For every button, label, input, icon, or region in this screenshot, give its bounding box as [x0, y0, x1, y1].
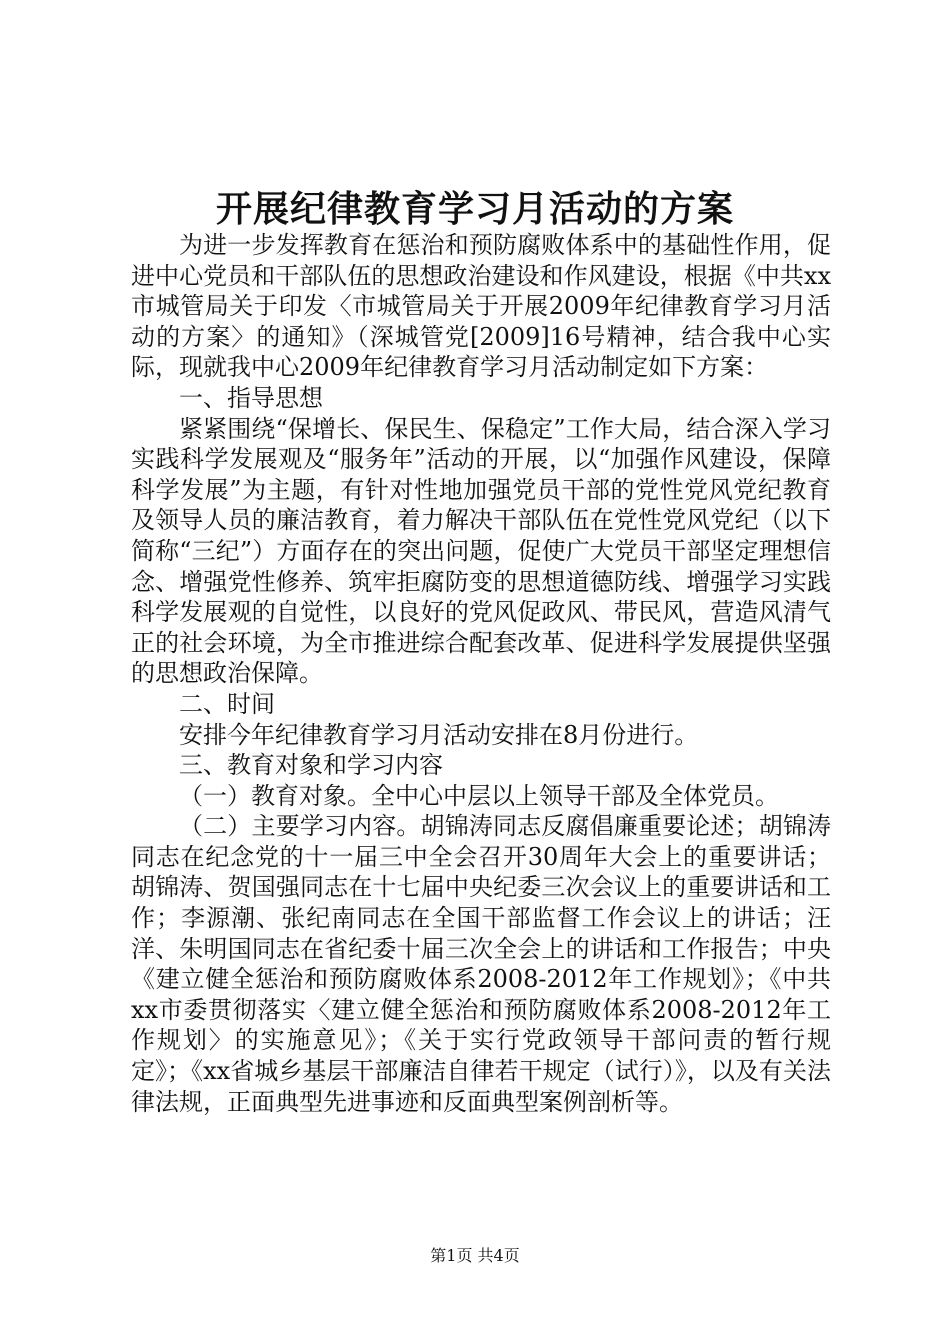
- education-targets-paragraph: （一）教育对象。全中心中层以上领导干部及全体党员。: [179, 781, 779, 810]
- time-paragraph: 安排今年纪律教育学习月活动安排在8月份进行。: [179, 720, 699, 749]
- section-heading-education-targets: 三、教育对象和学习内容: [179, 751, 443, 780]
- intro-paragraph: 为进一步发挥教育在惩治和预防腐败体系中的基础性作用，促进中心党员和干部队伍的思想政治建设和作风建设，根据《中共xx市城管局关于印发〈市城管局关于开展2009年纪律教育学习月活动的方案〉的通知》（深城管党[2009]16号精神，结合我中心实际，现就我中心2009年纪律教育学习月活动制定如下方案：: [131, 231, 831, 382]
- document-title: 开展纪律教育学习月活动的方案: [215, 188, 734, 230]
- document-body: [131, 230, 831, 1117]
- study-content-paragraph: （二）主要学习内容。胡锦涛同志反腐倡廉重要论述；胡锦涛同志在纪念党的十一届三中全会召开30周年大会上的重要讲话；胡锦涛、贺国强同志在十七届中央纪委三次会议上的重要讲话和工作；李源潮、张纪南同志在全国干部监督工作会议上的讲话；汪洋、朱明国同志在省纪委十届三次全会上的讲话和工作报告；中央《建立健全惩治和预防腐败体系2008-2012年工作规划》；《中共xx市委贯彻落实〈建立健全惩治和预防腐败体系2008-2012年工作规划〉的实施意见》；《关于实行党政领导干部问责的暂行规定》；《xx省城乡基层干部廉洁自律若干规定（试行）》，以及有关法律法规，正面典型先进事迹和反面典型案例剖析等。: [131, 812, 831, 1116]
- guiding-ideology-paragraph: 紧紧围绕“保增长、保民生、保稳定”工作大局，结合深入学习实践科学发展观及“服务年”活动的开展，以“加强作风建设，保障科学发展”为主题，有针对性地加强党员干部的党性党风党纪教育及领导人员的廉洁教育，着力解决干部队伍在党性党风党纪（以下简称“三纪”）方面存在的突出问题，促使广大党员干部坚定理想信念、增强党性修养、筑牢拒腐防变的思想道德防线、增强学习实践科学发展观的自觉性，以良好的党风促政风、带民风，营造风清气正的社会环境，为全市推进综合配套改革、促进科学发展提供坚强的思想政治保障。: [131, 414, 831, 688]
- section-heading-guiding-ideology: 一、指导思想: [179, 383, 323, 412]
- page-number-footer: 第1页 共4页: [430, 1246, 520, 1265]
- section-heading-time: 二、时间: [179, 689, 275, 718]
